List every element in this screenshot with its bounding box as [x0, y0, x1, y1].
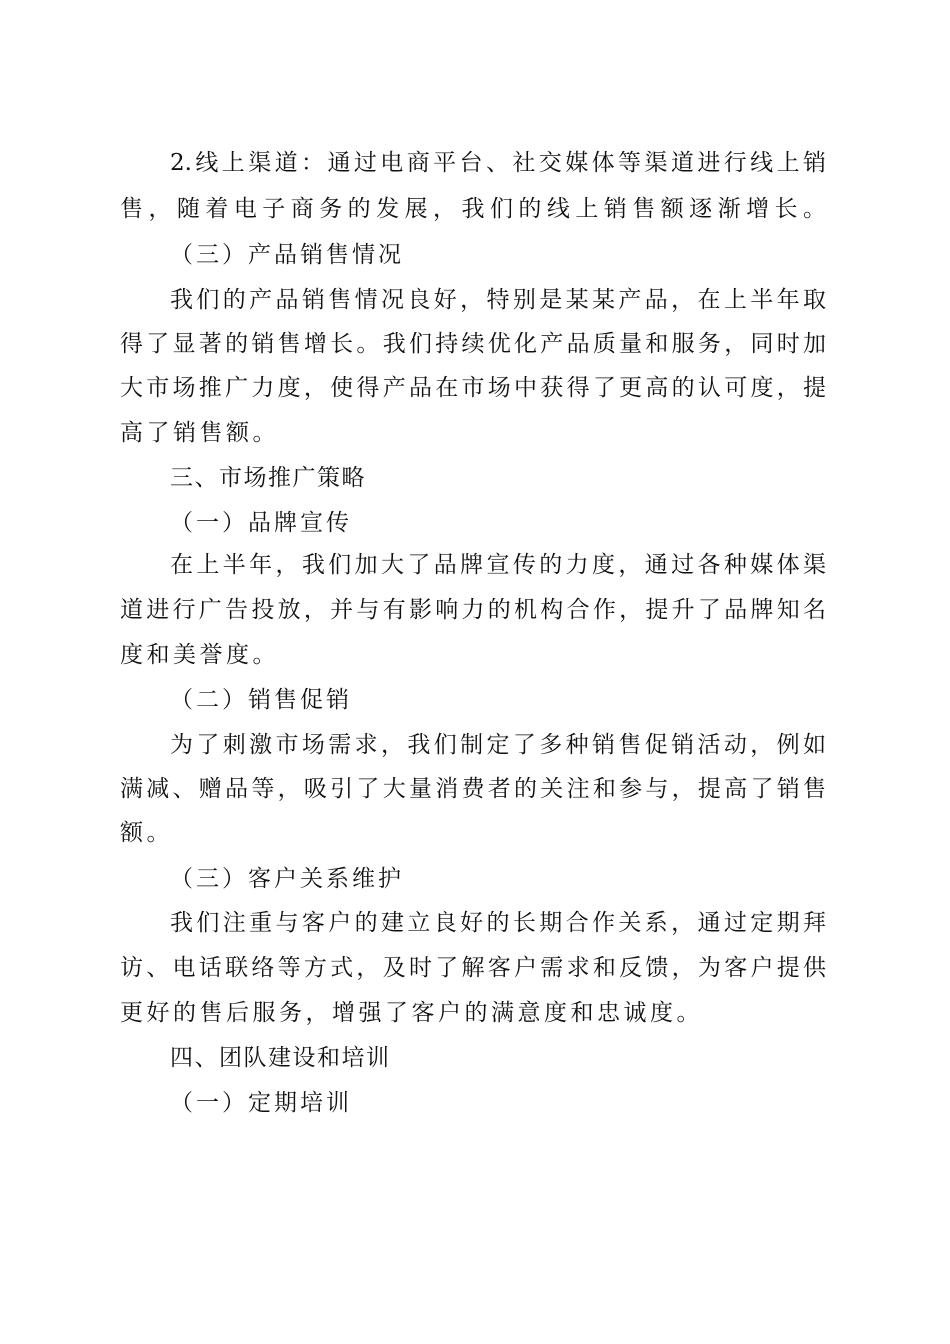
subsection-heading: （一）定期培训 [170, 1090, 352, 1116]
paragraph-line: 我们注重与客户的建立良好的长期合作关系，通过定期拜 [170, 910, 826, 936]
subsection-heading: （二）销售促销 [170, 687, 352, 713]
section-heading: 三、市场推广策略 [170, 465, 366, 491]
paragraph-line: 额。 [120, 820, 173, 846]
paragraph-line: 2.线上渠道：通过电商平台、社交媒体等渠道进行线上销 [170, 150, 826, 176]
paragraph-line: 我们的产品销售情况良好，特别是某某产品，在上半年取 [170, 287, 826, 313]
subsection-heading: （一）品牌宣传 [170, 510, 352, 536]
subsection-heading: （三）产品销售情况 [170, 242, 404, 268]
paragraph-line: 道进行广告投放，并与有影响力的机构合作，提升了品牌知名 [120, 597, 826, 623]
paragraph-line: 得了显著的销售增长。我们持续优化产品质量和服务，同时加 [120, 331, 826, 357]
paragraph-line: 访、电话联络等方式，及时了解客户需求和反馈，为客户提供 [120, 955, 826, 981]
paragraph-line: 大市场推广力度，使得产品在市场中获得了更高的认可度，提 [120, 375, 826, 401]
paragraph-line: 在上半年，我们加大了品牌宣传的力度，通过各种媒体渠 [170, 552, 826, 578]
paragraph-line: 售，随着电子商务的发展，我们的线上销售额逐渐增长。 [120, 196, 826, 222]
paragraph-line: 为了刺激市场需求，我们制定了多种销售促销活动，例如 [170, 732, 826, 758]
paragraph-line: 满减、赠品等，吸引了大量消费者的关注和参与，提高了销售 [120, 776, 826, 802]
subsection-heading: （三）客户关系维护 [170, 866, 404, 892]
paragraph-line: 更好的售后服务，增强了客户的满意度和忠诚度。 [120, 1000, 703, 1026]
paragraph-line: 高了销售额。 [120, 420, 279, 446]
paragraph-line: 度和美誉度。 [120, 642, 279, 668]
section-heading: 四、团队建设和培训 [170, 1045, 391, 1071]
